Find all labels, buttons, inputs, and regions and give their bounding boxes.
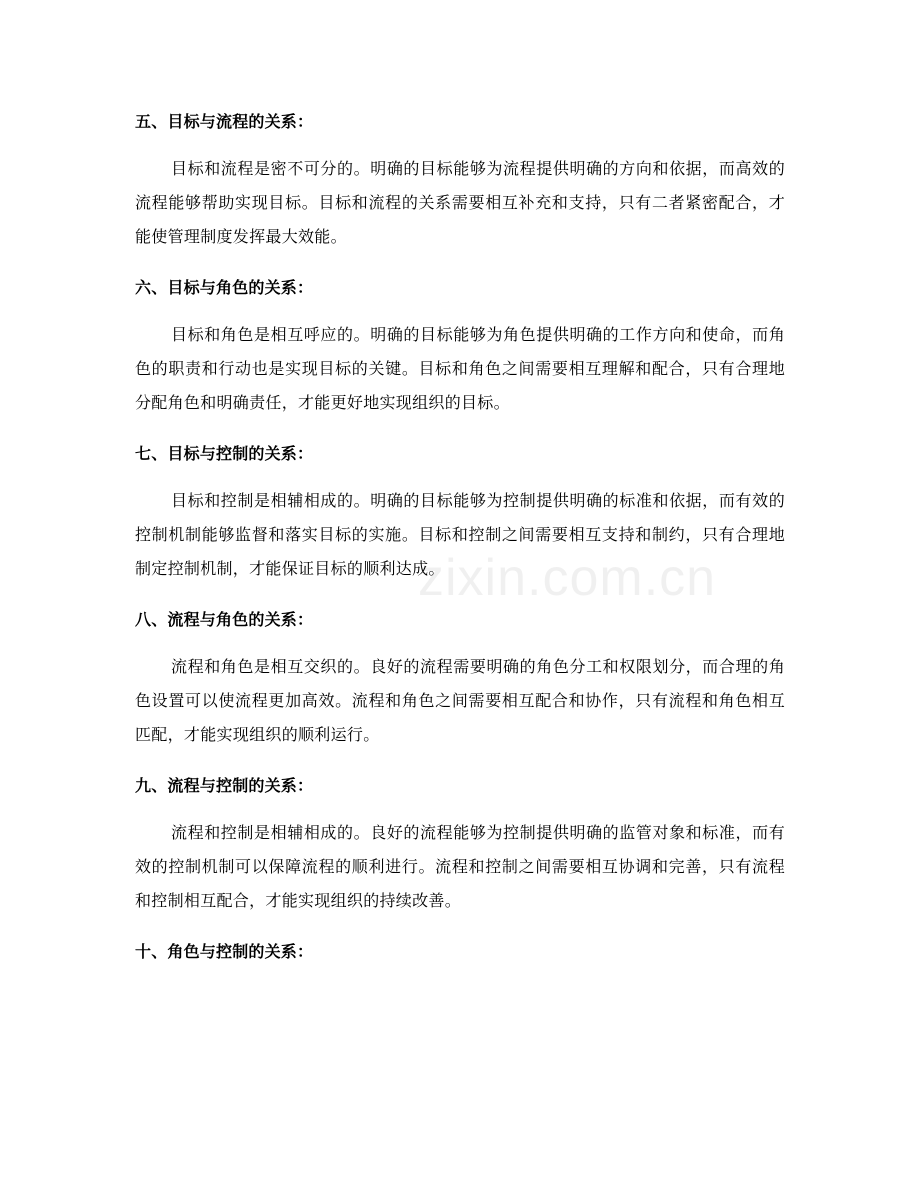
section-paragraph: 流程和控制是相辅相成的。良好的流程能够为控制提供明确的监管对象和标准，而有效的控制机制可以保障流程的顺利进行。流程和控制之间需要相互协调和完善，只有流程和控制相互配合，才能实现组织的持续改善。 (135, 823, 785, 910)
section-paragraph: 目标和流程是密不可分的。明确的目标能够为流程提供明确的方向和依据，而高效的流程能够帮助实现目标。目标和流程的关系需要相互补充和支持，只有二者紧密配合，才能使管理制度发挥最大效能。 (135, 159, 785, 246)
section-heading: 八、流程与角色的关系： (135, 610, 314, 629)
document-content (135, 106, 785, 982)
section-role-control (135, 936, 785, 968)
section-heading: 七、目标与控制的关系： (135, 444, 314, 463)
section-goal-control (135, 438, 785, 586)
section-process-role (135, 604, 785, 752)
section-goal-role (135, 272, 785, 420)
section-paragraph: 目标和控制是相辅相成的。明确的目标能够为控制提供明确的标准和依据，而有效的控制机制能够监督和落实目标的实施。目标和控制之间需要相互支持和制约，只有合理地制定控制机制，才能保证目标的顺利达成。 (135, 491, 785, 578)
section-paragraph: 目标和角色是相互呼应的。明确的目标能够为角色提供明确的工作方向和使命，而角色的职责和行动也是实现目标的关键。目标和角色之间需要相互理解和配合，只有合理地分配角色和明确责任，才能更好地实现组织的目标。 (135, 325, 785, 412)
watermark: zixin.com.cn (418, 549, 717, 607)
section-heading: 九、流程与控制的关系： (135, 776, 314, 795)
section-heading: 十、角色与控制的关系： (135, 942, 314, 961)
section-process-control (135, 770, 785, 918)
section-heading: 五、目标与流程的关系： (135, 112, 314, 131)
section-goal-process (135, 106, 785, 254)
section-heading: 六、目标与角色的关系： (135, 278, 314, 297)
section-paragraph: 流程和角色是相互交织的。良好的流程需要明确的角色分工和权限划分，而合理的角色设置可以使流程更加高效。流程和角色之间需要相互配合和协作，只有流程和角色相互匹配，才能实现组织的顺利运行。 (135, 657, 785, 744)
